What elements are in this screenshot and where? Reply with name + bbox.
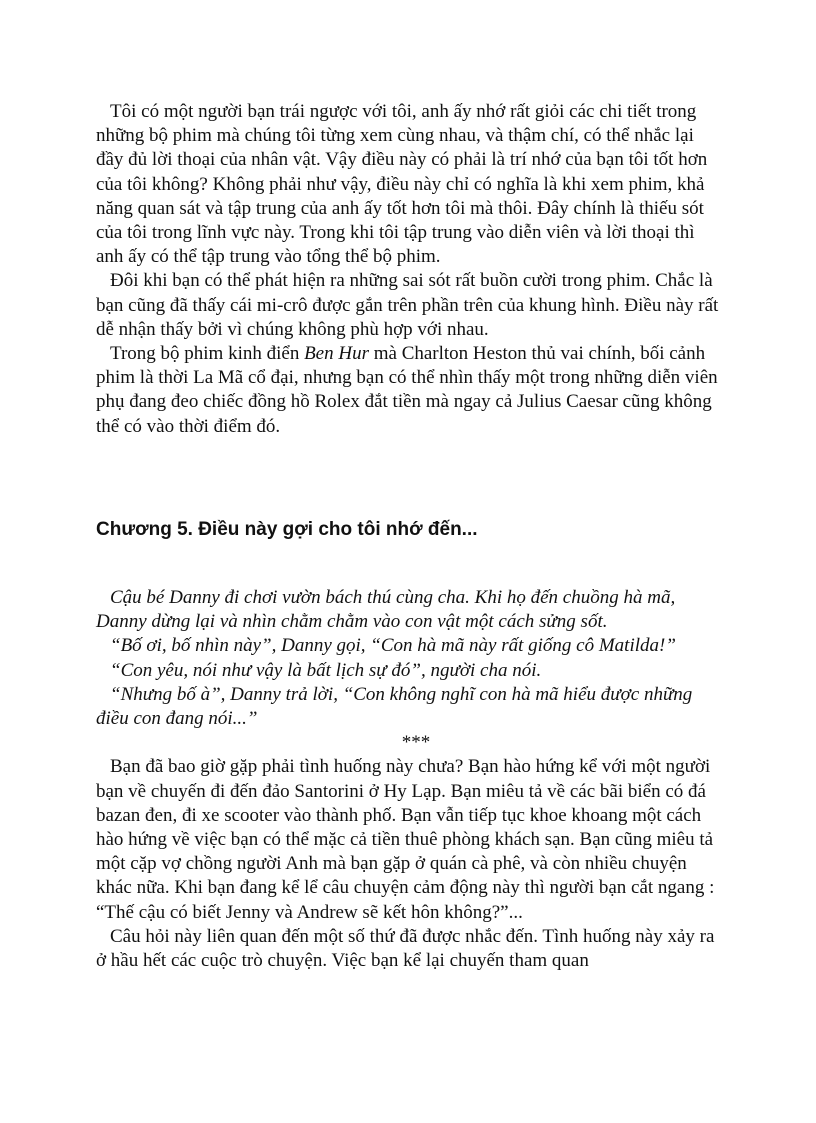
- ben-hur-text-before: Trong bộ phim kinh điển: [110, 343, 305, 365]
- film-title-ben-hur: Ben Hur: [304, 343, 369, 365]
- paragraph-friend-memory: Tôi có một người bạn trái ngược với tôi, anh ấy nhớ rất giỏi các chi tiết trong những bộ phim mà chúng tôi từng xem cùng nhau, và thậm chí, có thể nhắc lại đầy đủ lời thoại của nhân vật. Vậy điều này có phải là trí nhớ của bạn tôi tốt hơn của tôi không? Không phải như vậy, điều này chỉ có nghĩa là khi xem phim, khả năng quan sát và tập trung của anh ấy tốt hơn tôi mà thôi. Đây chính là thiếu sót của tôi trong lĩnh vực này. Trong khi tôi tập trung vào diễn viên và lời thoại thì anh ấy có thể tập trung vào tổng thể bộ phim.: [96, 101, 708, 268]
- story-paragraph-3: “Con yêu, nói như vậy là bất lịch sự đó”, người cha nói.: [110, 659, 542, 681]
- story-paragraph-2: “Bố ơi, bố nhìn này”, Danny gọi, “Con hà mã này rất giống cô Matilda!”: [110, 635, 676, 657]
- paragraph-conversation: Câu hỏi này liên quan đến một số thứ đã được nhắc đến. Tình huống này xảy ra ở hầu hết các cuộc trò chuyện. Việc bạn kể lại chuyến tham quan: [96, 925, 715, 972]
- paragraph-santorini: Bạn đã bao giờ gặp phải tình huống này chưa? Bạn hào hứng kể với một người bạn về chuyến đi đến đảo Santorini ở Hy Lạp. Bạn miêu tả về các bãi biển có đá bazan đen, đi xe scooter vào thành phố. Bạn vẫn tiếp tục khoe khoang một cách hào hứng về việc bạn có thể mặc cả tiền thuê phòng khách sạn. Bạn cũng miêu tả một cặp vợ chồng người Anh mà bạn gặp ở quán cà phê, và còn nhiều chuyện khác nữa. Khi bạn đang kể lể câu chuyện cảm động này thì người bạn cắt ngang : “Thế cậu có biết Jenny và Andrew sẽ kết hôn không?”...: [96, 756, 715, 923]
- body-text-section-2: [96, 586, 726, 973]
- chapter-title: Chương 5. Điều này gợi cho tôi nhớ đến...: [96, 519, 478, 540]
- ben-hur-text-after: mà Charlton Heston thủ vai chính, bối cảnh phim là thời La Mã cổ đại, nhưng bạn có thể nhìn thấy một trong những diễn viên phụ đang đeo chiếc đồng hồ Rolex đắt tiền mà ngay cả Julius Caesar cũng không thể có vào thời điểm đó.: [96, 343, 718, 437]
- paragraph-film-mistakes: Đôi khi bạn có thể phát hiện ra những sai sót rất buồn cười trong phim. Chắc là bạn cũng đã thấy cái mi-crô được gắn trên phần trên của khung hình. Điều này rất dễ nhận thấy bởi vì chúng không phù hợp với nhau.: [96, 270, 719, 340]
- body-text-section-1: [96, 100, 726, 439]
- section-separator: ***: [401, 732, 431, 754]
- story-paragraph-1: Cậu bé Danny đi chơi vườn bách thú cùng cha. Khi họ đến chuồng hà mã, Danny dừng lại và nhìn chằm chằm vào con vật một cách sửng sốt.: [96, 587, 676, 633]
- story-paragraph-4: “Nhưng bố à”, Danny trả lời, “Con không nghĩ con hà mã hiểu được những điều con đang nói...”: [96, 683, 693, 730]
- paragraph-ben-hur: [96, 342, 726, 439]
